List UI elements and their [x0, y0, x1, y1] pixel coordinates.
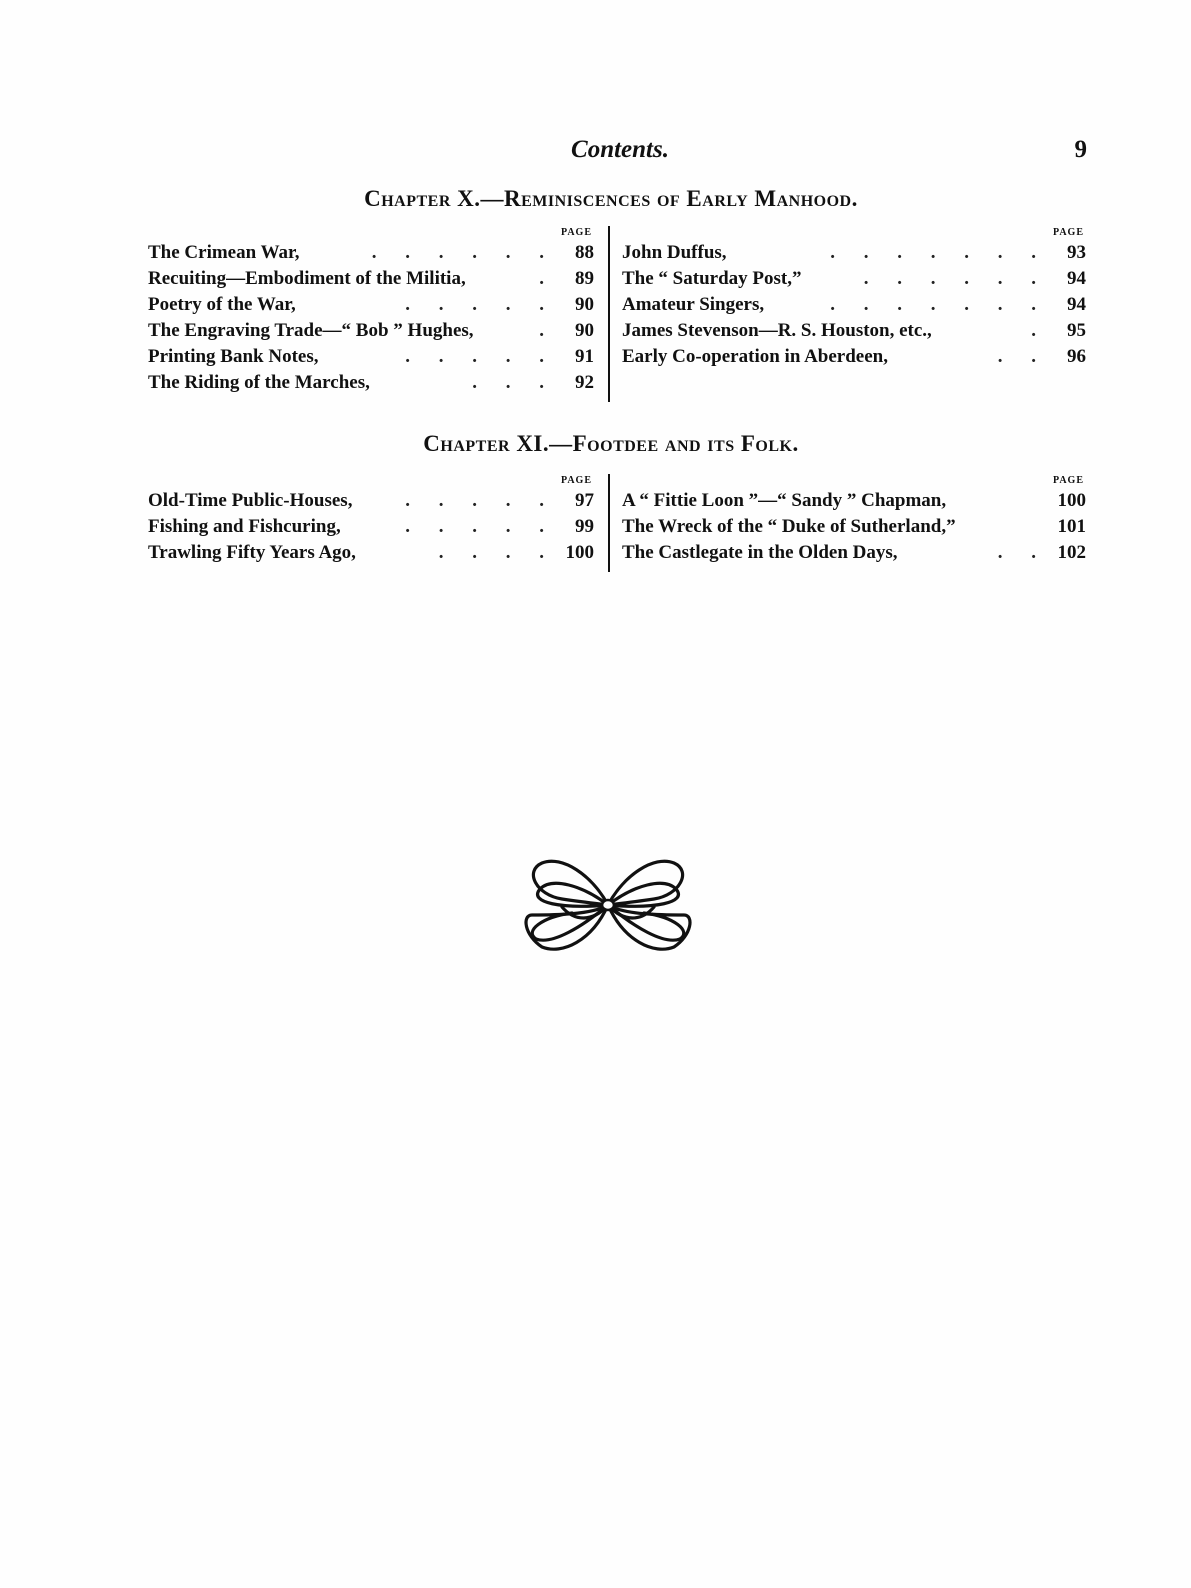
entry-title: Printing Bank Notes,	[148, 346, 319, 367]
entry-title: Recuiting—Embodiment of the Militia,	[148, 268, 466, 289]
entry-page: 100	[1057, 490, 1086, 511]
leader-dots: . . . . . .	[863, 268, 1048, 289]
entry-page: 90	[575, 294, 594, 315]
column-rule	[608, 474, 610, 572]
leader-dots: . .	[997, 346, 1048, 367]
toc-entry[interactable]	[148, 292, 594, 318]
entry-title: The Castlegate in the Olden Days,	[622, 542, 898, 563]
chapter-10-left-column	[148, 226, 594, 396]
toc-entry[interactable]	[148, 540, 594, 566]
bow-ornament-icon	[522, 855, 694, 955]
entry-title: James Stevenson—R. S. Houston, etc.,	[622, 320, 932, 341]
entry-title: The Wreck of the “ Duke of Sutherland,”	[622, 516, 956, 537]
entry-page: 89	[575, 268, 594, 289]
entry-page: 90	[575, 320, 594, 341]
entry-title: Trawling Fifty Years Ago,	[148, 542, 356, 563]
leader-dots: . . . . .	[405, 294, 556, 315]
chapter-11-heading: Chapter XI.—Footdee and its Folk.	[423, 431, 799, 456]
entry-title: The Riding of the Marches,	[148, 372, 370, 393]
toc-entry[interactable]	[148, 318, 594, 344]
entry-title: The Engraving Trade—“ Bob ” Hughes,	[148, 320, 474, 341]
entry-page: 95	[1067, 320, 1086, 341]
chapter-10-toc	[148, 226, 1086, 402]
toc-entry[interactable]	[622, 514, 1086, 540]
entry-page: 94	[1067, 294, 1086, 315]
chapter-11-left-column	[148, 474, 594, 566]
chapter-10-heading: Chapter X.—Reminiscences of Early Manhood.	[364, 186, 858, 211]
leader-dots: .	[1031, 320, 1048, 341]
page-label: PAGE	[1052, 475, 1084, 486]
toc-entry[interactable]	[148, 514, 594, 540]
leader-dots: . . .	[472, 372, 556, 393]
page-label: PAGE	[1052, 227, 1084, 238]
page-number: 9	[1074, 136, 1087, 163]
entry-page: 99	[575, 516, 594, 537]
chapter-11-toc	[148, 474, 1086, 572]
toc-entry[interactable]	[622, 540, 1086, 566]
toc-entry[interactable]	[148, 240, 594, 266]
toc-entry[interactable]	[622, 488, 1086, 514]
toc-entry[interactable]	[622, 318, 1086, 344]
toc-entry[interactable]	[148, 488, 594, 514]
leader-dots: . . . . . . .	[830, 294, 1048, 315]
leader-dots: . . . . .	[405, 346, 556, 367]
entry-title: The “ Saturday Post,”	[622, 268, 802, 289]
entry-title: John Duffus,	[622, 242, 727, 263]
toc-entry[interactable]	[622, 240, 1086, 266]
running-head	[0, 136, 1191, 170]
leader-dots: . . . . .	[405, 516, 556, 537]
column-rule	[608, 226, 610, 402]
entry-title: Fishing and Fishcuring,	[148, 516, 341, 537]
chapter-11-right-column	[622, 474, 1086, 566]
entry-page: 91	[575, 346, 594, 367]
entry-page: 88	[575, 242, 594, 263]
page-label: PAGE	[560, 475, 592, 486]
entry-page: 94	[1067, 268, 1086, 289]
entry-title: The Crimean War,	[148, 242, 300, 263]
leader-dots: .	[539, 320, 556, 341]
leader-dots: . .	[997, 542, 1048, 563]
entry-page: 96	[1067, 346, 1086, 367]
leader-dots: .	[539, 268, 556, 289]
entry-title: A “ Fittie Loon ”—“ Sandy ” Chapman,	[622, 490, 947, 511]
leader-dots: . . . . . .	[371, 242, 556, 263]
toc-entry[interactable]	[148, 266, 594, 292]
toc-entry[interactable]	[622, 292, 1086, 318]
entry-page: 93	[1067, 242, 1086, 263]
entry-page: 102	[1057, 542, 1086, 563]
chapter-10-right-column	[622, 226, 1086, 370]
leader-dots: . . . .	[438, 542, 556, 563]
entry-title: Amateur Singers,	[622, 294, 765, 315]
entry-title: Poetry of the War,	[148, 294, 296, 315]
page-label: PAGE	[560, 227, 592, 238]
entry-page: 101	[1057, 516, 1086, 537]
entry-page: 92	[575, 372, 594, 393]
entry-title: Old-Time Public-Houses,	[148, 490, 353, 511]
entry-page: 97	[575, 490, 594, 511]
toc-entry[interactable]	[148, 344, 594, 370]
leader-dots: . . . . .	[405, 490, 556, 511]
toc-entry[interactable]	[622, 344, 1086, 370]
toc-entry[interactable]	[148, 370, 594, 396]
toc-entry[interactable]	[622, 266, 1086, 292]
leader-dots: . . . . . . .	[830, 242, 1048, 263]
running-title: Contents.	[571, 136, 669, 163]
entry-title: Early Co-operation in Aberdeen,	[622, 346, 888, 367]
entry-page: 100	[565, 542, 594, 563]
